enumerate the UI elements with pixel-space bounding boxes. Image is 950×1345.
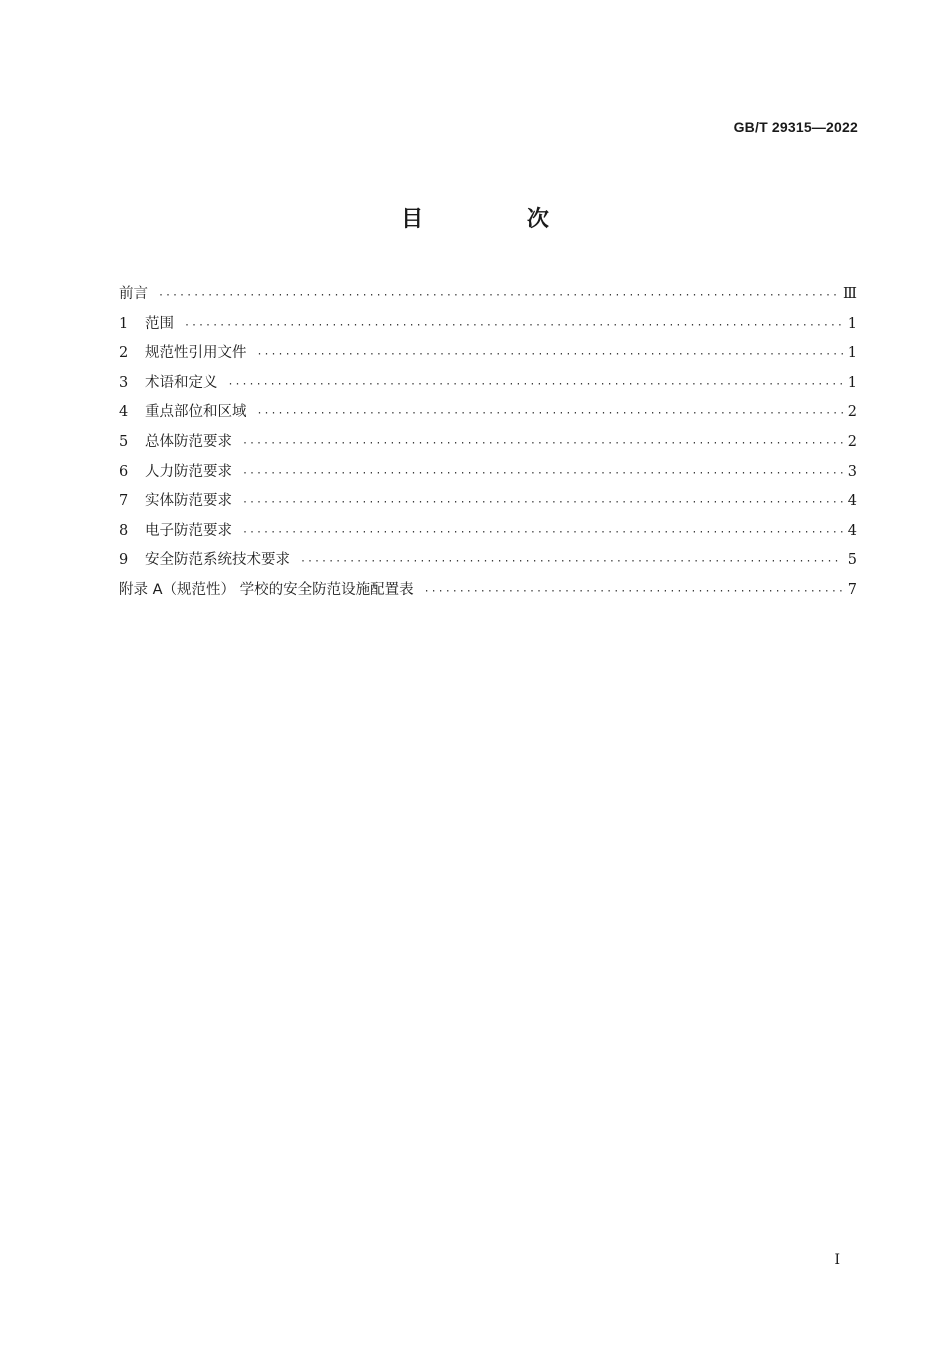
toc-entry-label: 实体防范要求 bbox=[145, 493, 232, 510]
toc-entry-page: 2 bbox=[847, 433, 857, 450]
toc-entry-number: 1 bbox=[119, 315, 129, 332]
toc-entry-label: 前言 bbox=[119, 286, 148, 302]
toc-leader-dots bbox=[424, 586, 843, 597]
toc-entry-6[interactable] bbox=[119, 460, 857, 490]
toc-entry-5[interactable] bbox=[119, 430, 857, 460]
toc-entry-page: 5 bbox=[847, 552, 857, 569]
toc-entry-number: 4 bbox=[119, 404, 129, 421]
toc-entry-4[interactable] bbox=[119, 400, 857, 430]
toc-entry-label: 重点部位和区域 bbox=[145, 404, 247, 421]
toc-entry-2[interactable] bbox=[119, 341, 857, 371]
toc-leader-dots bbox=[158, 290, 839, 301]
toc-entry-label: 总体防范要求 bbox=[145, 433, 232, 450]
toc-leader-dots bbox=[184, 320, 843, 331]
toc-entry-page: 1 bbox=[847, 374, 857, 391]
toc-leader-dots bbox=[300, 556, 843, 567]
toc-entry-page: 1 bbox=[847, 345, 857, 362]
toc-entry-3[interactable] bbox=[119, 371, 857, 401]
toc-leader-dots bbox=[242, 497, 843, 508]
table-of-contents bbox=[119, 282, 857, 608]
toc-leader-dots bbox=[242, 438, 843, 449]
toc-entry-number: 9 bbox=[119, 552, 129, 569]
toc-entry-label: 附录 A（规范性） 学校的安全防范设施配置表 bbox=[119, 581, 414, 598]
toc-entry-page: 7 bbox=[847, 581, 857, 598]
toc-entry-8[interactable] bbox=[119, 519, 857, 549]
toc-entry-label: 范围 bbox=[145, 315, 174, 332]
toc-entry-number: 8 bbox=[119, 522, 129, 539]
toc-entry-label: 电子防范要求 bbox=[145, 522, 232, 539]
toc-entry-page: 1 bbox=[847, 315, 857, 332]
toc-leader-dots bbox=[257, 349, 844, 360]
toc-entry-number: 2 bbox=[119, 345, 129, 362]
toc-entry-label: 安全防范系统技术要求 bbox=[145, 552, 290, 569]
toc-entry-page: 4 bbox=[847, 493, 857, 510]
toc-entry-page: 3 bbox=[847, 463, 857, 480]
toc-entry-1[interactable] bbox=[119, 312, 857, 342]
toc-entry-9[interactable] bbox=[119, 548, 857, 578]
document-code: GB/T 29315—2022 bbox=[733, 119, 858, 135]
toc-entry-page: 2 bbox=[847, 404, 857, 421]
toc-entry-number: 3 bbox=[119, 374, 129, 391]
toc-entry-label: 规范性引用文件 bbox=[145, 345, 247, 362]
toc-entry-7[interactable] bbox=[119, 489, 857, 519]
toc-leader-dots bbox=[242, 527, 843, 538]
page-title: 目 次 bbox=[401, 207, 597, 232]
toc-entry-number: 5 bbox=[119, 433, 129, 450]
toc-entry-number: 7 bbox=[119, 493, 129, 510]
toc-entry-foreword[interactable] bbox=[119, 282, 857, 312]
toc-entry-annex-a[interactable] bbox=[119, 578, 857, 608]
toc-entry-label: 人力防范要求 bbox=[145, 463, 232, 480]
toc-leader-dots bbox=[242, 468, 843, 479]
toc-entry-page: 4 bbox=[847, 522, 857, 539]
toc-entry-label: 术语和定义 bbox=[145, 374, 218, 391]
toc-leader-dots bbox=[257, 408, 844, 419]
toc-entry-page: Ⅲ bbox=[843, 286, 857, 302]
toc-leader-dots bbox=[228, 379, 844, 390]
page-number: I bbox=[834, 1252, 840, 1268]
toc-entry-number: 6 bbox=[119, 463, 129, 480]
